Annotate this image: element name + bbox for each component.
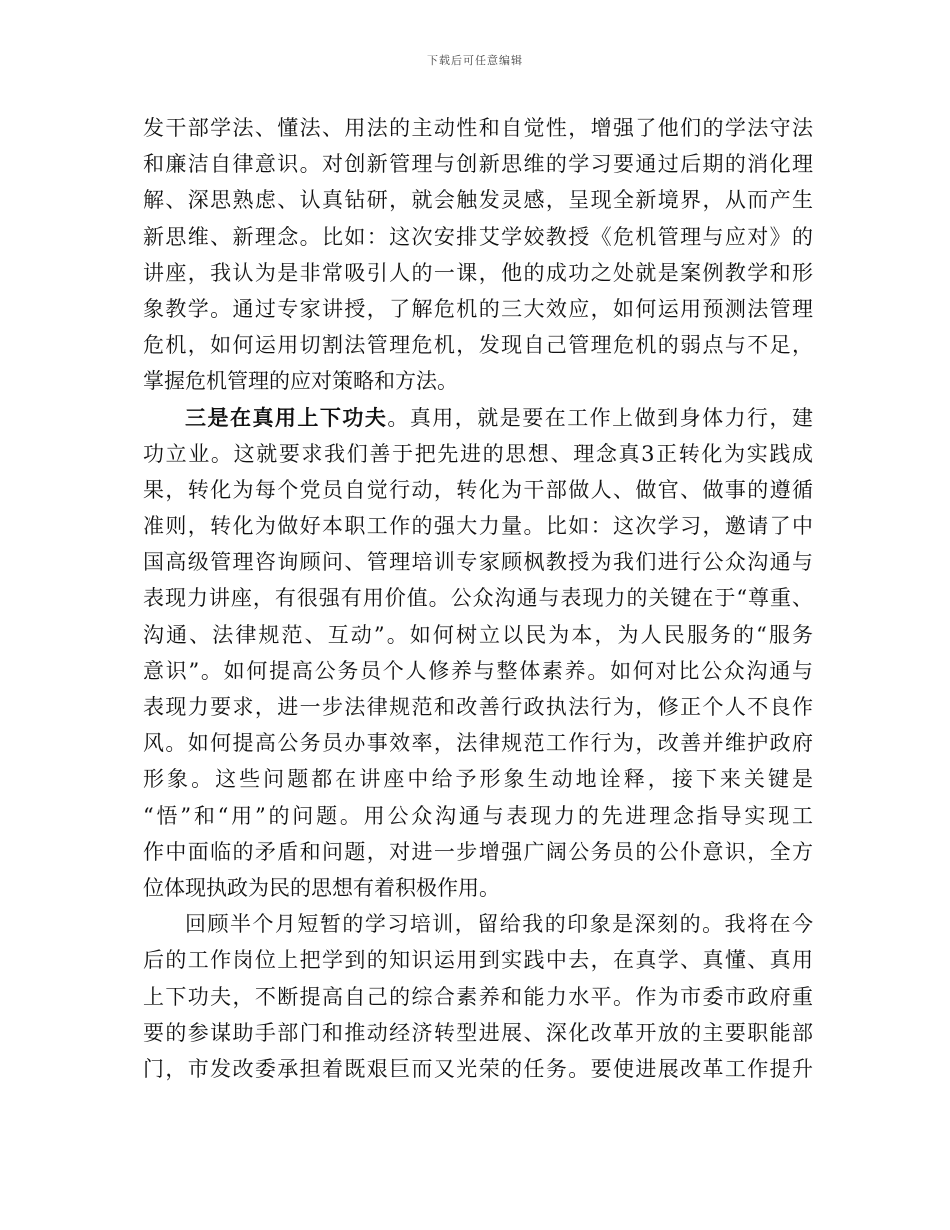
text-line: 门，市发改委承担着既艰巨而又光荣的任务。要使进展改革工作提升	[143, 1056, 813, 1081]
text-line: 国高级管理咨询顾问、管理培训专家顾枫教授为我们进行公众沟通与	[143, 550, 813, 575]
text-span: 。真用，就是要在工作上做到身体力行，建	[387, 405, 813, 430]
text-line: 新思维、新理念。比如：这次安排艾学姣教授《危机管理与应对》的	[143, 224, 813, 249]
paragraph-start-line: 回顾半个月短暂的学习培训，留给我的印象是深刻的。我将在今	[185, 912, 813, 937]
text-line: 掌握危机管理的应对策略和方法。	[143, 369, 458, 394]
text-line: 风。如何提高公务员办事效率，法律规范工作行为，改善并维护政府	[143, 731, 813, 756]
text-line: 准则，转化为做好本职工作的强大力量。比如：这次学习，邀请了中	[143, 514, 813, 539]
text-line: 危机，如何运用切割法管理危机，发现自己管理危机的弱点与不足，	[143, 333, 813, 358]
text-line: 位体现执政为民的思想有着积极作用。	[143, 875, 500, 900]
text-line: 果，转化为每个党员自觉行动，转化为干部做人、做官、做事的遵循	[143, 477, 813, 502]
text-line: 表现力要求，进一步法律规范和改善行政执法行为，修正个人不良作	[143, 695, 813, 719]
text-line: 发干部学法、懂法、用法的主动性和自觉性，增强了他们的学法守法	[143, 116, 813, 140]
page-header: 下载后可任意编辑	[427, 54, 523, 67]
text-line: 意识”。如何提高公务员个人修养与整体素养。如何对比公众沟通与	[143, 658, 813, 683]
text-line: 后的工作岗位上把学到的知识运用到实践中去，在真学、真懂、真用	[143, 948, 813, 973]
text-line: 表现力讲座，有很强有用价值。公众沟通与表现力的关键在于“尊重、	[143, 586, 813, 611]
text-line: 沟通、法律规范、互动”。如何树立以民为本，为人民服务的“服务	[143, 622, 813, 647]
document-body	[143, 110, 813, 1087]
text-line: 象教学。通过专家讲授，了解危机的三大效应，如何运用预测法管理	[143, 296, 813, 321]
bold-heading: 三是在真用上下功夫	[185, 404, 388, 430]
text-line: 作中面临的矛盾和问题，对进一步增强广阔公务员的公仆意识，全方	[143, 839, 813, 864]
text-line: 讲座，我认为是非常吸引人的一课，他的成功之处就是案例教学和形	[143, 260, 813, 285]
text-line: “悟”和“用”的问题。用公众沟通与表现力的先进理念指导实现工	[143, 803, 813, 828]
text-line: 功立业。这就要求我们善于把先进的思想、理念真3正转化为实践成	[143, 441, 813, 466]
text-line: 和廉洁自律意识。对创新管理与创新思维的学习要通过后期的消化理	[143, 152, 813, 177]
text-line: 形象。这些问题都在讲座中给予形象生动地诠释，接下来关键是	[143, 767, 813, 792]
paragraph-start-line	[143, 400, 813, 436]
text-line: 要的参谋助手部门和推动经济转型进展、深化改革开放的主要职能部	[143, 1020, 813, 1045]
text-line: 解、深思熟虑、认真钻研，就会触发灵感，呈现全新境界，从而产生	[143, 188, 813, 213]
text-line: 上下功夫，不断提高自己的综合素养和能力水平。作为市委市政府重	[143, 984, 813, 1009]
